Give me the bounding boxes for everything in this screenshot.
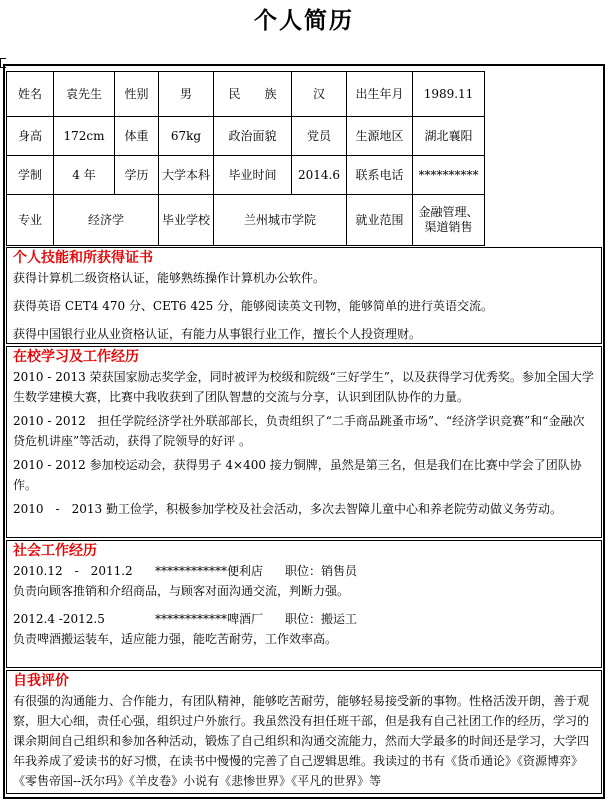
- school-item: 2010 - 2013 荣获国家励志奖学金，同时被评为校级和院级“三好学生”，以及获得学习优秀奖。参加全国大学生数学建模大赛，比赛中我收获到了团队智慧的交流与分享，认识到团队协作的力量。: [13, 370, 594, 404]
- job-period: 2010.12 - 2011.2: [13, 564, 133, 578]
- self-eval-text: 有很强的沟通能力、合作能力，有团队精神，能够吃苦耐劳，能够轻易接受新的事物。性格活泼开朗，善于观察，胆大心细，责任心强，组织过户外旅行。我虽然没有担任班干部，但是我有自己社团工作的经历，学习的课余期间自己组织和参加各种活动，锻炼了自己组织和沟通交流能力，然而大学最多的时间还是学习，大学四年我养成了爱读书的好习惯，在读书中慢慢的完善了自己逻辑思维。我读过的书有《货币通论》《资源博弈》《零售帝国--沃尔玛》《羊皮卷》小说有《悲惨世界》《平凡的世界》等: [13, 694, 590, 788]
- skill-item: 获得中国银行业从业资格认证，有能力从事银行业工作，擅长个人投资理财。: [13, 327, 422, 341]
- social-title: 社会工作经历: [13, 543, 97, 559]
- job-period: 2012.4 -2012.5: [13, 612, 105, 626]
- label-employment: 就业范围: [347, 195, 413, 246]
- job-desc: 负责啤酒搬运装车，适应能力强，能吃苦耐劳，工作效率高。: [13, 632, 338, 646]
- label-origin: 生源地区: [347, 117, 413, 156]
- job-header: [13, 561, 595, 581]
- skills-section: [6, 247, 602, 344]
- skill-item: 获得英语 CET4 470 分、CET6 425 分，能够阅读英文刊物，能够简单的进行英语交流。: [13, 299, 494, 313]
- label-height: 身高: [7, 117, 54, 156]
- label-political: 政治面貌: [214, 117, 292, 156]
- label-ethnicity: 民 族: [214, 72, 292, 117]
- value-weight: 67kg: [159, 117, 214, 156]
- value-origin: 湖北襄阳: [413, 117, 485, 156]
- job-position: 职位：搬运工: [285, 612, 358, 626]
- job-employer: ************啤酒厂: [155, 612, 264, 626]
- job-employer: ************便利店: [155, 564, 264, 578]
- job-desc: 负责向顾客推销和介绍商品，与顾客对面沟通交流，判断力强。: [13, 584, 350, 598]
- value-degree: 大学本科: [159, 156, 214, 195]
- info-row: [7, 195, 485, 246]
- job-position: 职位：销售员: [285, 564, 358, 578]
- label-major: 专业: [7, 195, 54, 246]
- label-degree: 学历: [115, 156, 159, 195]
- value-birth: 1989.11: [413, 72, 485, 117]
- social-section: [6, 540, 602, 668]
- label-name: 姓名: [7, 72, 54, 117]
- value-ethnicity: 汉: [292, 72, 347, 117]
- basic-info-table: [6, 71, 485, 246]
- value-employment: 金融管理、渠道销售: [413, 195, 485, 246]
- info-row: [7, 72, 485, 117]
- school-item: 2010 - 2012 担任学院经济学社外联部部长，负责组织了“二手商品跳蚤市场”、“经济学识竞赛”和“金融次贷危机讲座”等活动，获得了院领导的好评 。: [13, 414, 585, 448]
- label-birth: 出生年月: [347, 72, 413, 117]
- self-eval-section: [6, 670, 602, 794]
- school-section: [6, 346, 602, 538]
- skills-title: 个人技能和所获得证书: [13, 250, 153, 266]
- value-major: 经济学: [54, 195, 159, 246]
- page-title: 个人简历: [254, 7, 354, 34]
- value-school: 兰州城市学院: [214, 195, 347, 246]
- value-political: 党员: [292, 117, 347, 156]
- value-duration: 4 年: [54, 156, 115, 195]
- skill-item: 获得计算机二级资格认证，能够熟练操作计算机办公软件。: [13, 271, 326, 285]
- label-duration: 学制: [7, 156, 54, 195]
- label-graduation: 毕业时间: [214, 156, 292, 195]
- label-school: 毕业学校: [159, 195, 214, 246]
- value-height: 172cm: [54, 117, 115, 156]
- value-phone: **********: [413, 156, 485, 195]
- value-graduation: 2014.6: [292, 156, 347, 195]
- job-header: [13, 609, 595, 629]
- label-weight: 体重: [115, 117, 159, 156]
- value-gender: 男: [159, 72, 214, 117]
- value-name: 袁先生: [54, 72, 115, 117]
- info-row: [7, 156, 485, 195]
- school-title: 在校学习及工作经历: [13, 349, 139, 365]
- school-item: 2010 - 2012 参加校运动会，获得男子 4×400 接力铜牌，虽然是第三名，但是我们在比赛中学会了团队协作。: [13, 458, 582, 492]
- label-gender: 性别: [115, 72, 159, 117]
- info-row: [7, 117, 485, 156]
- label-phone: 联系电话: [347, 156, 413, 195]
- self-eval-title: 自我评价: [13, 673, 69, 689]
- school-item: 2010 - 2013 勤工俭学，积极参加学校及社会活动，多次去智障儿童中心和养老院劳动做义务劳动。: [13, 502, 562, 516]
